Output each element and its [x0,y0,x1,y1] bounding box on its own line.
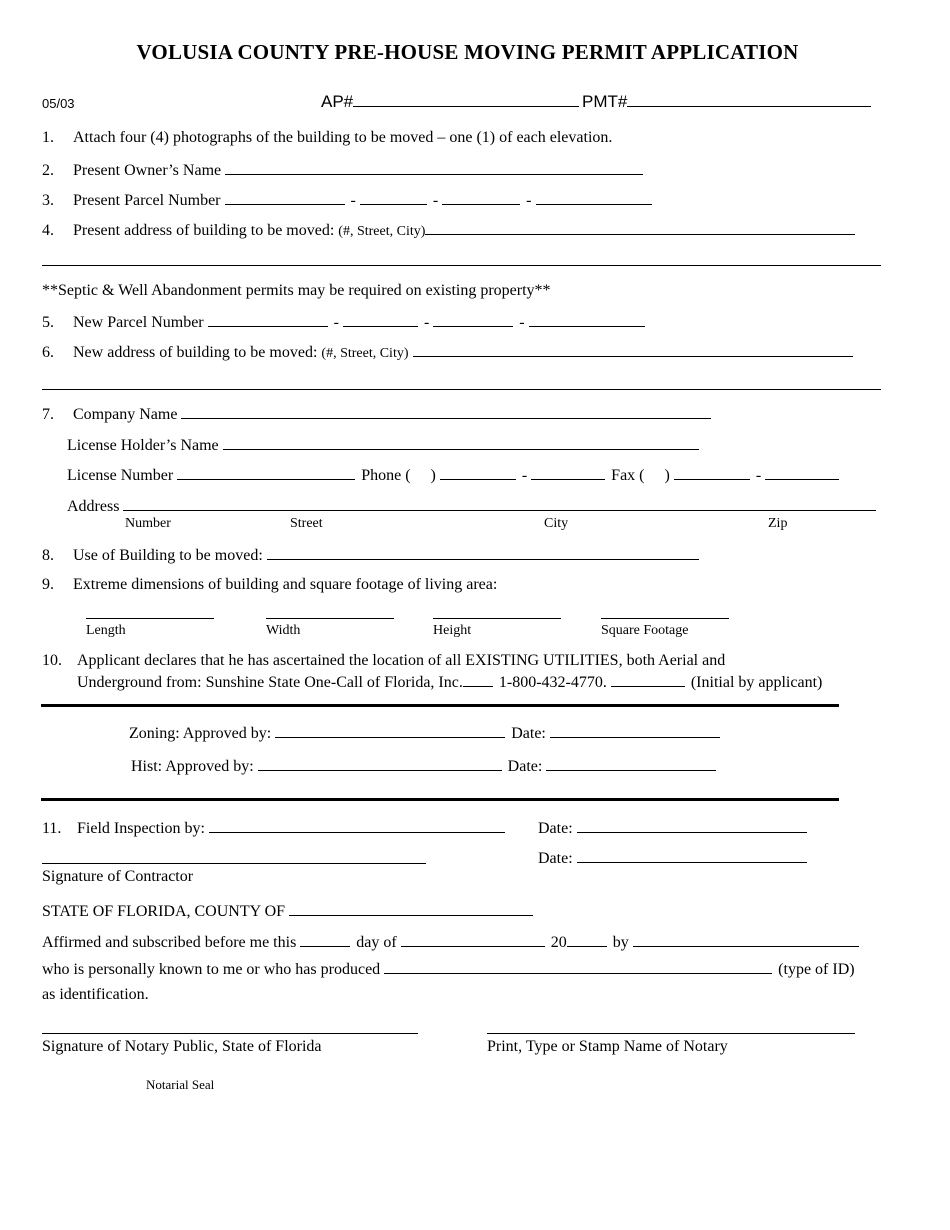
ap-label: AP# [321,92,354,111]
field-inspection-date[interactable]: Date: [538,818,809,838]
personally-known-line[interactable]: who is personally known to me or who has produced (type of ID) [42,961,855,978]
address-number-label: Number [125,516,171,531]
address-street-label: Street [290,516,323,531]
length-label: Length [86,623,126,638]
address-city-label: City [544,516,569,531]
address-continuation-line[interactable] [42,265,881,266]
septic-notice: **Septic & Well Abandonment permits may be required on existing property** [42,282,551,299]
state-county[interactable]: STATE OF FLORIDA, COUNTY OF [42,901,535,921]
pmt-label: PMT# [582,92,628,111]
width-line[interactable] [266,618,394,619]
item-7-company-name[interactable]: 7. Company Name [42,404,713,424]
license-phone-fax[interactable]: License Number Phone ( ) - Fax ( ) - [67,465,841,485]
item-11-field-inspection[interactable]: 11. Field Inspection by: [42,818,507,838]
item-4-present-address[interactable]: 4. Present address of building to be moved: (#, Street, City) [42,220,857,240]
item-2-owner-name[interactable]: 2. Present Owner’s Name [42,160,645,180]
height-label: Height [433,623,472,638]
address-zip-label: Zip [768,516,788,531]
company-address[interactable]: Address [67,496,878,516]
length-line[interactable] [86,618,214,619]
square-footage-line[interactable] [601,618,729,619]
license-holder-name[interactable]: License Holder’s Name [67,435,701,455]
square-footage-label: Square Footage [601,623,689,638]
contractor-signature-label: Signature of Contractor [42,868,194,885]
notary-signature-line[interactable] [42,1033,418,1034]
notarial-seal-label: Notarial Seal [146,1077,215,1092]
divider-top [41,704,839,707]
zoning-approval[interactable]: Zoning: Approved by: Date: [129,723,722,743]
notary-print-name-label: Print, Type or Stamp Name of Notary [487,1038,728,1055]
affirmed-line[interactable]: Affirmed and subscribed before me this day of 20 by [42,932,861,952]
contractor-signature-date[interactable]: Date: [538,848,809,868]
new-address-continuation-line[interactable] [42,389,881,390]
contractor-signature-line[interactable] [42,863,426,864]
hist-approval[interactable]: Hist: Approved by: Date: [131,756,718,776]
notary-signature-label: Signature of Notary Public, State of Florida [42,1038,322,1055]
form-revision: 05/03 [42,96,75,111]
item-9-dimensions: 9. Extreme dimensions of building and square footage of living area: [42,576,498,593]
item-8-building-use[interactable]: 8. Use of Building to be moved: [42,545,701,565]
pmt-number-field[interactable] [582,92,873,112]
divider-bottom [41,798,839,801]
height-line[interactable] [433,618,561,619]
notary-print-name-line[interactable] [487,1033,855,1034]
item-10-utilities-line2[interactable]: Underground from: Sunshine State One-Call of Florida, Inc. 1-800-432-4770. (Initial by applicant) [77,674,823,691]
page-title: VOLUSIA COUNTY PRE-HOUSE MOVING PERMIT APPLICATION [136,40,799,64]
item-5-new-parcel-number[interactable]: 5. New Parcel Number - - - [42,312,647,332]
item-10-utilities-line1: 10. Applicant declares that he has ascertained the location of all EXISTING UTILITIES, both Aerial and [42,652,726,669]
item-6-new-address[interactable]: 6. New address of building to be moved: (#, Street, City) [42,342,855,362]
ap-number-field[interactable] [321,92,581,112]
item-1: 1. Attach four (4) photographs of the building to be moved – one (1) of each elevation. [42,129,613,146]
item-3-parcel-number[interactable]: 3. Present Parcel Number - - - [42,190,654,210]
width-label: Width [266,623,301,638]
as-identification: as identification. [42,986,149,1003]
